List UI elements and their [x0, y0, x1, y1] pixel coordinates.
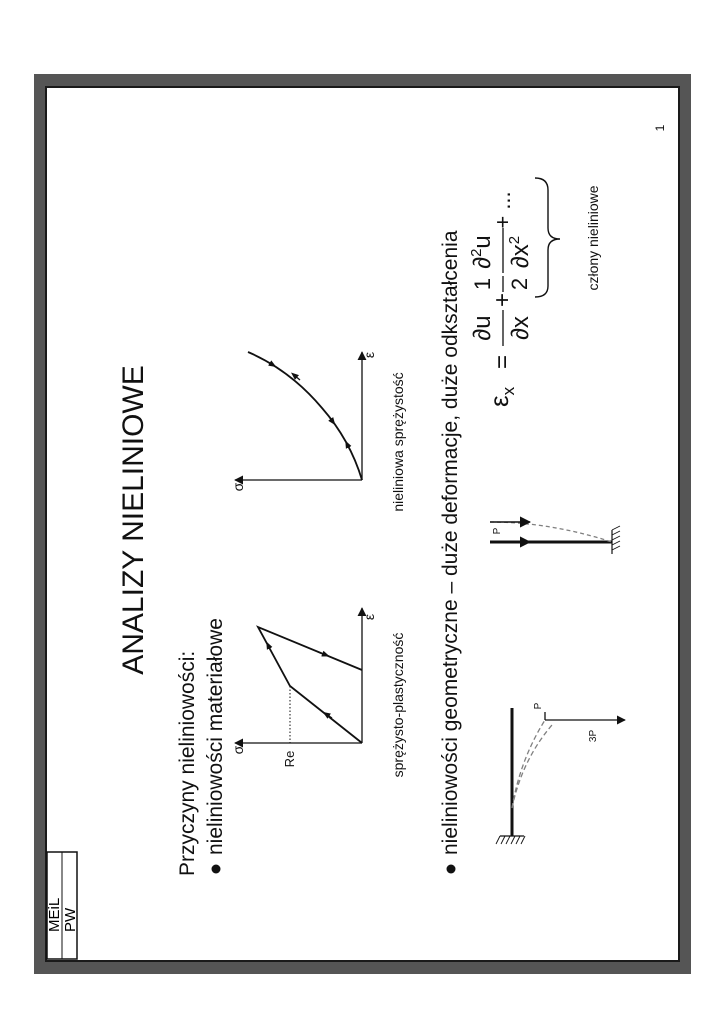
bullet-dot-1: [212, 865, 221, 874]
d1-sigma-label: σ: [230, 745, 246, 755]
beam2-load-P: P: [492, 527, 503, 535]
formula-one: 1: [470, 277, 495, 291]
svg-text:∂2u: [468, 235, 496, 269]
logo-box: [46, 852, 79, 959]
formula-plus-2: + ...: [490, 191, 515, 229]
diagram-nonlinear-elasticity: [235, 352, 362, 480]
formula-u: u: [469, 235, 496, 249]
strain-formula: [468, 178, 601, 407]
svg-text:εx: [484, 386, 518, 407]
d2-sigma-label: σ: [230, 482, 246, 492]
formula-du: ∂u: [469, 315, 496, 341]
bullet-dot-2: [447, 865, 456, 874]
diagram-elastic-plastic: [235, 608, 362, 743]
bullet-1: nieliniowości materiałowe: [204, 618, 227, 855]
beam-figure-2: [490, 522, 620, 554]
beam1-load-P: P: [533, 702, 544, 710]
beam-figure-1: [496, 700, 625, 844]
d1-yield-label: Re: [282, 750, 297, 768]
beam1-load-3P: 3P: [588, 729, 599, 743]
bullet-2: nieliniowości geometryczne – duże deformacje, duże odkształcenia: [439, 230, 462, 855]
d2-epsilon-label: ε: [361, 351, 377, 359]
logo-line2: PW: [62, 907, 79, 932]
page-number: 1: [653, 124, 667, 132]
svg-text:∂x2: [506, 236, 534, 268]
formula-epsilon-sub: x: [499, 386, 518, 396]
formula-brace: [535, 178, 560, 297]
logo-line1: MEiL: [46, 897, 63, 932]
formula-equals: =: [489, 354, 516, 370]
formula-brace-label: człony nieliniowe: [585, 185, 601, 291]
formula-dx2: ∂x: [507, 244, 534, 269]
d1-caption: sprężysto-plastyczność: [390, 632, 406, 778]
formula-dx2-sq: 2: [506, 235, 523, 245]
formula-epsilon: ε: [484, 395, 514, 407]
intro-text: Przyczyny nieliniowości:: [176, 650, 199, 876]
formula-d2-sq: 2: [468, 248, 485, 257]
d1-epsilon-label: ε: [361, 613, 377, 621]
formula-plus-1: +: [489, 292, 516, 308]
formula-two: 2: [507, 277, 532, 291]
page-title: ANALIZY NIELINIOWE: [117, 365, 150, 675]
formula-d2: ∂: [469, 256, 496, 269]
d2-caption: nieliniowa sprężystość: [390, 372, 406, 512]
formula-dx: ∂x: [507, 316, 534, 340]
